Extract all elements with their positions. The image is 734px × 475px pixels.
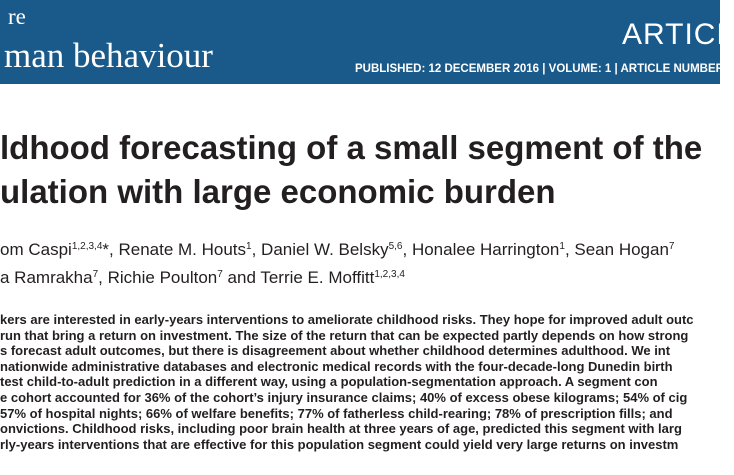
author-affiliation: 1	[559, 241, 565, 252]
abstract	[0, 312, 694, 452]
journal-banner	[0, 0, 734, 84]
article-type-label: ARTICL	[622, 18, 734, 51]
author-separator: ,	[98, 268, 108, 287]
author-name: a Ramrakha	[0, 268, 93, 287]
author-affiliation: 7	[668, 241, 675, 252]
author-affiliation: 7	[92, 269, 99, 280]
author-separator: ,	[402, 240, 412, 259]
abstract-line: 57% of hospital nights; 66% of welfare benefits; 77% of fatherless child-rearing; 78% of prescription fills; and	[0, 405, 673, 421]
author-separator: *,	[102, 240, 119, 259]
abstract-line: rly-years interventions that are effective for this population segment could yield very large returns on investm	[0, 436, 679, 452]
abstract-line: onvictions. Childhood risks, including poor brain health at three years of age, predicted this segment with larg	[0, 421, 682, 437]
author-affiliation: 1,2,3,4	[374, 269, 405, 280]
author-name: Honalee Harrington	[411, 240, 560, 259]
abstract-line: nationwide administrative databases and electronic medical records with the four-decade-long Dunedin birth	[0, 358, 673, 374]
abstract-line: s forecast adult outcomes, but there is disagreement about whether childhood determines adulthood. We int	[0, 343, 671, 359]
author-name: Renate M. Houts	[118, 240, 247, 259]
author-affiliation: 5,6	[388, 241, 403, 252]
author-separator: ,	[564, 240, 575, 259]
author-separator: and	[222, 268, 261, 287]
author-name: Daniel W. Belsky	[261, 240, 389, 259]
article-title	[0, 126, 702, 214]
abstract-line: test child-to-adult prediction in a different way, using a population-segmentation approach. A segment con	[0, 374, 658, 390]
author-line	[0, 236, 674, 264]
abstract-line: e cohort accounted for 36% of the cohort’s injury insurance claims; 40% of excess obese kilograms; 54% of cig	[0, 389, 688, 405]
abstract-line: run that bring a return on investment. The size of the return that can be expected partly depends on how strong	[0, 327, 689, 343]
author-list	[0, 236, 674, 292]
journal-name-top: re	[8, 4, 26, 29]
author-name: om Caspi	[0, 240, 72, 259]
abstract-line: kers are interested in early-years interventions to ameliorate childhood risks. They hope for improved adult outc	[0, 312, 694, 327]
author-affiliation: 1,2,3,4	[71, 241, 103, 252]
author-name: Terrie E. Moffitt	[260, 268, 375, 287]
title-line: ldhood forecasting of a small segment of the	[0, 129, 703, 166]
author-separator: ,	[251, 240, 262, 259]
publication-info: PUBLISHED: 12 DECEMBER 2016 | VOLUME: 1 | ARTICLE NUMBER	[355, 63, 724, 75]
author-affiliation: 1	[246, 241, 252, 252]
author-name: Richie Poulton	[107, 268, 218, 287]
author-line	[0, 264, 674, 292]
title-line: ulation with large economic burden	[0, 173, 556, 210]
journal-name: man behaviour	[4, 36, 213, 75]
author-affiliation: 7	[217, 269, 223, 280]
author-name: Sean Hogan	[574, 240, 669, 259]
